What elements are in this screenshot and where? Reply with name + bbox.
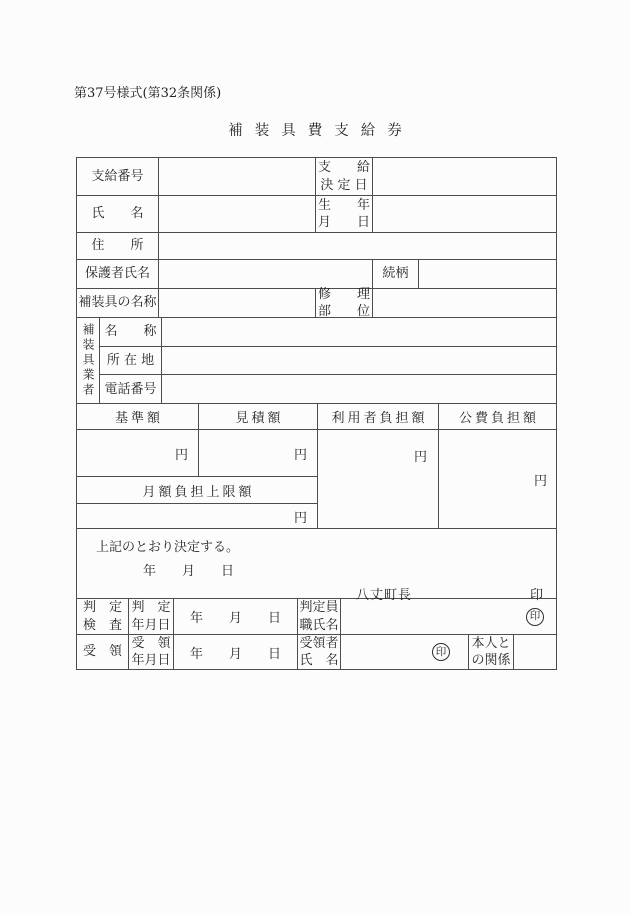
decision-cell	[77, 529, 556, 603]
kijungaku-value-cell	[77, 430, 199, 476]
row-gyosha-shozaichi	[100, 346, 556, 375]
gyosha-denwa-label-cell	[100, 375, 162, 403]
relation-value-cell	[514, 635, 556, 669]
getsugaku-jogen-label: 月額負担上限額	[142, 484, 255, 500]
seinengappi-label-line1: 生 年	[317, 197, 370, 213]
hantei-staff-label-line2: 職氏名	[299, 617, 339, 633]
hantei-staff-label-line1: 判定員	[299, 600, 339, 616]
gyosha-shozaichi-value-cell	[162, 347, 556, 375]
juryo-date-placeholder: 年 月 日	[189, 646, 281, 662]
row-hantei-kensa	[77, 598, 556, 634]
row-jusho	[77, 232, 556, 259]
gyosha-meisho-label-cell	[100, 318, 162, 346]
juryo-section-label: 受 領	[82, 644, 122, 660]
juryo-date-label-line1: 受 領	[131, 635, 171, 651]
hosogu-meisho-value-cell	[159, 289, 316, 317]
form-title: 補装具費支給券	[228, 123, 414, 139]
shikyu-bango-value-cell	[159, 158, 316, 195]
row-gyosha-meisho	[100, 318, 556, 346]
shikyu-ketteibi-value-cell	[373, 158, 556, 195]
riyosha-futangaku-header-cell	[318, 404, 439, 429]
juryo-recipient-label-cell	[298, 635, 341, 669]
shikyu-ketteibi-label-line2: 決 定 日	[320, 177, 368, 193]
row-hosogu-meisho	[77, 288, 556, 317]
mitsumorigaku-value-cell	[199, 430, 317, 476]
gyosha-denwa-value-cell	[162, 375, 556, 403]
juryo-seal-icon	[432, 643, 450, 661]
mitsumorigaku-header: 見積額	[235, 411, 284, 426]
mitsumorigaku-yen-unit: 円	[293, 447, 307, 463]
row-gyosha-group	[77, 317, 556, 403]
kohi-futangaku-header: 公費負担額	[458, 411, 539, 426]
row-juryo	[77, 634, 556, 669]
hogosha-value-cell	[159, 260, 373, 288]
tsuzukigara-label-cell	[373, 260, 419, 288]
gyosha-shozaichi-label-cell	[100, 347, 162, 375]
hantei-staff-label-cell	[298, 599, 341, 634]
hantei-seal-icon	[526, 608, 544, 626]
hantei-date-label-line1: 判 定	[131, 600, 171, 616]
hantei-section-label-line2: 検 査	[82, 617, 122, 633]
form-number: 第37号様式(第32条関係)	[74, 86, 222, 101]
shikyu-bango-label: 支給番号	[91, 168, 144, 184]
getsugaku-yen-unit: 円	[293, 510, 307, 526]
shuri-bui-label-line2: 部 位	[317, 304, 370, 319]
hosogu-meisho-label-cell	[77, 289, 159, 317]
mayor-title: 八丈町長	[356, 588, 413, 603]
gyosha-vertical-label-cell	[77, 318, 100, 403]
gyosha-vertical-label: 補装具業者	[81, 323, 95, 398]
juryo-date-label-line2: 年月日	[131, 653, 171, 668]
gyosha-meisho-label: 名 称	[104, 324, 157, 340]
riyosha-yen-unit: 円	[413, 450, 427, 465]
riyosha-futangaku-value-cell	[318, 430, 439, 528]
shimei-value-cell	[159, 196, 316, 232]
row-amount-headers	[77, 403, 556, 429]
hosogu-meisho-label: 補装具の名称	[78, 295, 157, 311]
gyosha-subrows	[100, 318, 556, 403]
shikyu-bango-label-cell	[77, 158, 159, 195]
jusho-label-cell	[77, 233, 159, 259]
mitsumorigaku-header-cell	[199, 404, 318, 429]
shuri-bui-label-line1: 修 理	[317, 286, 370, 302]
gyosha-meisho-value-cell	[162, 318, 556, 346]
relation-label-line2: の関係	[471, 653, 511, 668]
riyosha-futangaku-header: 利用者負担額	[331, 411, 428, 426]
row-shikyu-bango	[77, 158, 556, 195]
hogosha-label-cell	[77, 260, 159, 288]
shimei-label-cell	[77, 196, 159, 232]
row-gyosha-denwa	[100, 374, 556, 403]
kohi-yen-unit: 円	[533, 473, 547, 489]
relation-label-cell	[469, 635, 514, 669]
gyosha-shozaichi-label: 所 在 地	[106, 352, 155, 368]
kijungaku-header: 基準額	[114, 411, 163, 426]
amount-left-block	[77, 430, 318, 528]
juryo-date-label-cell	[129, 635, 174, 669]
juryo-recipient-value-cell	[341, 635, 469, 669]
kijun-mitsumori-yen-row	[77, 430, 317, 476]
hantei-date-placeholder: 年 月 日	[189, 611, 281, 626]
seinengappi-label-line2: 月 日	[317, 215, 370, 230]
jusho-label: 住 所	[91, 238, 144, 254]
shimei-label: 氏 名	[91, 206, 144, 222]
relation-label-line1: 本人と	[471, 635, 511, 651]
hantei-date-value-cell	[174, 599, 298, 634]
mayor-seal-mark: 印	[529, 588, 543, 603]
row-hogosha	[77, 259, 556, 288]
decision-date-line: 年 月 日	[143, 564, 235, 579]
juryo-date-value-cell	[174, 635, 298, 669]
decision-statement: 上記のとおり決定する。	[96, 540, 240, 555]
hantei-seal-char: 印	[529, 610, 541, 623]
shuri-bui-value-cell	[373, 289, 556, 317]
kijungaku-yen-unit: 円	[174, 447, 188, 463]
juryo-section-label-cell	[77, 635, 129, 669]
kohi-futangaku-value-cell	[439, 430, 556, 528]
juryo-seal-char: 印	[435, 645, 447, 658]
voucher-table	[76, 157, 557, 670]
seinengappi-value-cell	[373, 196, 556, 232]
shuri-bui-label-cell	[316, 286, 373, 319]
hantei-section-label-cell	[77, 599, 129, 634]
jusho-value-cell	[159, 233, 556, 259]
hantei-date-label-line2: 年月日	[131, 617, 171, 633]
seinengappi-label-cell	[316, 196, 373, 232]
juryo-recipient-label-line2: 氏 名	[299, 653, 339, 668]
hantei-section-label-line1: 判 定	[82, 600, 122, 616]
shikyu-ketteibi-label-line1: 支 給	[317, 160, 370, 176]
kijungaku-header-cell	[77, 404, 199, 429]
getsugaku-jogen-label-cell	[77, 476, 317, 503]
row-decision	[77, 528, 556, 603]
hantei-staff-value-cell	[341, 599, 556, 634]
row-amount-values	[77, 429, 556, 528]
getsugaku-jogen-value-cell	[77, 503, 317, 528]
kohi-futangaku-header-cell	[439, 404, 556, 429]
hogosha-label: 保護者氏名	[84, 266, 150, 282]
row-shimei	[77, 195, 556, 232]
hantei-date-label-cell	[129, 599, 174, 634]
tsuzukigara-value-cell	[419, 260, 556, 288]
tsuzukigara-label: 続柄	[382, 266, 409, 282]
juryo-recipient-label-line1: 受領者	[299, 635, 339, 651]
gyosha-denwa-label: 電話番号	[104, 381, 157, 397]
shikyu-ketteibi-label-cell	[316, 158, 373, 195]
